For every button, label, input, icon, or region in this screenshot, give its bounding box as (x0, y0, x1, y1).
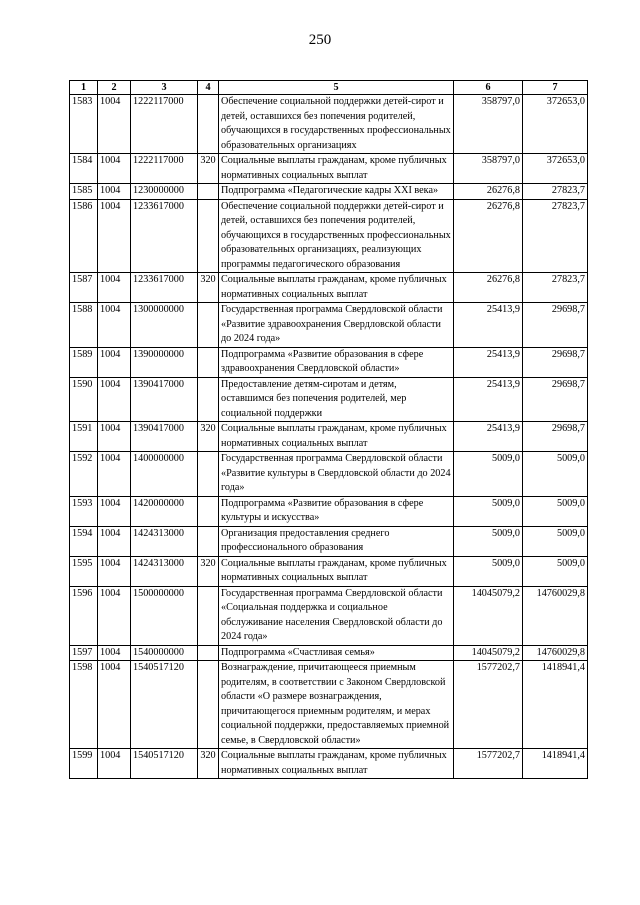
row-number-cell: 1583 (70, 95, 98, 154)
expense-type-cell (198, 452, 219, 497)
item-name-cell: Государственная программа Свердловской области «Социальная поддержка и социальное обслуживание населения Свердловской области до 2024 года» (219, 586, 454, 645)
row-number-cell: 1593 (70, 496, 98, 526)
section-code-cell: 1004 (98, 556, 131, 586)
amount-year2-cell: 372653,0 (523, 95, 588, 154)
table-row (70, 303, 588, 348)
row-number-cell: 1584 (70, 154, 98, 184)
amount-year1-cell: 358797,0 (454, 95, 523, 154)
row-number-cell: 1596 (70, 586, 98, 645)
row-number-cell: 1585 (70, 184, 98, 200)
col-header-1: 1 (70, 81, 98, 95)
table-row (70, 377, 588, 422)
item-name-cell: Социальные выплаты гражданам, кроме публичных нормативных социальных выплат (219, 556, 454, 586)
expense-type-cell (198, 377, 219, 422)
amount-year1-cell: 26276,8 (454, 199, 523, 273)
amount-year1-cell: 14045079,2 (454, 586, 523, 645)
table-row (70, 526, 588, 556)
table-row (70, 422, 588, 452)
amount-year2-cell: 29698,7 (523, 377, 588, 422)
amount-year1-cell: 25413,9 (454, 303, 523, 348)
section-code-cell: 1004 (98, 586, 131, 645)
item-name-cell: Обеспечение социальной поддержки детей-сирот и детей, оставшихся без попечения родителей, обучающихся в государственных профессиональных образовательных организациях, реализующих программы педагогического образования (219, 199, 454, 273)
item-name-cell: Государственная программа Свердловской области «Развитие здравоохранения Свердловской области до 2024 года» (219, 303, 454, 348)
table-row (70, 645, 588, 661)
table-row (70, 184, 588, 200)
amount-year1-cell: 5009,0 (454, 496, 523, 526)
section-code-cell: 1004 (98, 749, 131, 779)
target-article-cell: 1424313000 (131, 556, 198, 586)
amount-year2-cell: 5009,0 (523, 556, 588, 586)
expense-type-cell: 320 (198, 422, 219, 452)
expense-type-cell: 320 (198, 556, 219, 586)
amount-year2-cell: 27823,7 (523, 199, 588, 273)
row-number-cell: 1588 (70, 303, 98, 348)
row-number-cell: 1598 (70, 661, 98, 749)
section-code-cell: 1004 (98, 422, 131, 452)
expense-type-cell (198, 95, 219, 154)
target-article-cell: 1233617000 (131, 199, 198, 273)
col-header-6: 6 (454, 81, 523, 95)
amount-year2-cell: 1418941,4 (523, 661, 588, 749)
section-code-cell: 1004 (98, 347, 131, 377)
amount-year1-cell: 358797,0 (454, 154, 523, 184)
amount-year1-cell: 25413,9 (454, 347, 523, 377)
row-number-cell: 1589 (70, 347, 98, 377)
item-name-cell: Социальные выплаты гражданам, кроме публичных нормативных социальных выплат (219, 273, 454, 303)
amount-year2-cell: 14760029,8 (523, 586, 588, 645)
amount-year2-cell: 372653,0 (523, 154, 588, 184)
row-number-cell: 1586 (70, 199, 98, 273)
amount-year1-cell: 25413,9 (454, 377, 523, 422)
target-article-cell: 1222117000 (131, 154, 198, 184)
row-number-cell: 1592 (70, 452, 98, 497)
table-row (70, 273, 588, 303)
amount-year2-cell: 14760029,8 (523, 645, 588, 661)
target-article-cell: 1390417000 (131, 377, 198, 422)
amount-year2-cell: 5009,0 (523, 452, 588, 497)
row-number-cell: 1587 (70, 273, 98, 303)
target-article-cell: 1540517120 (131, 661, 198, 749)
item-name-cell: Вознаграждение, причитающееся приемным родителям, в соответствии с Законом Свердловской области «О размере вознаграждения, причитающегося приемным родителям, и мерах социальной поддержки, предоставляемых приемной семье, в Свердловской области» (219, 661, 454, 749)
amount-year1-cell: 1577202,7 (454, 661, 523, 749)
row-number-cell: 1595 (70, 556, 98, 586)
amount-year2-cell: 5009,0 (523, 496, 588, 526)
section-code-cell: 1004 (98, 452, 131, 497)
target-article-cell: 1420000000 (131, 496, 198, 526)
amount-year1-cell: 26276,8 (454, 273, 523, 303)
expense-type-cell: 320 (198, 154, 219, 184)
amount-year1-cell: 14045079,2 (454, 645, 523, 661)
row-number-cell: 1591 (70, 422, 98, 452)
target-article-cell: 1424313000 (131, 526, 198, 556)
row-number-cell: 1590 (70, 377, 98, 422)
target-article-cell: 1390417000 (131, 422, 198, 452)
row-number-cell: 1594 (70, 526, 98, 556)
expense-type-cell (198, 645, 219, 661)
table-row (70, 347, 588, 377)
target-article-cell: 1390000000 (131, 347, 198, 377)
target-article-cell: 1540517120 (131, 749, 198, 779)
table-row (70, 749, 588, 779)
section-code-cell: 1004 (98, 184, 131, 200)
section-code-cell: 1004 (98, 526, 131, 556)
target-article-cell: 1230000000 (131, 184, 198, 200)
table-row (70, 661, 588, 749)
item-name-cell: Государственная программа Свердловской области «Развитие культуры в Свердловской области до 2024 года» (219, 452, 454, 497)
expense-type-cell (198, 199, 219, 273)
amount-year1-cell: 5009,0 (454, 556, 523, 586)
table-header-row (70, 81, 588, 95)
amount-year2-cell: 1418941,4 (523, 749, 588, 779)
col-header-4: 4 (198, 81, 219, 95)
amount-year1-cell: 5009,0 (454, 526, 523, 556)
item-name-cell: Организация предоставления среднего профессионального образования (219, 526, 454, 556)
section-code-cell: 1004 (98, 496, 131, 526)
expense-type-cell: 320 (198, 273, 219, 303)
item-name-cell: Подпрограмма «Развитие образования в сфере культуры и искусства» (219, 496, 454, 526)
table-body (70, 95, 588, 779)
col-header-5: 5 (219, 81, 454, 95)
item-name-cell: Социальные выплаты гражданам, кроме публичных нормативных социальных выплат (219, 422, 454, 452)
expense-type-cell (198, 526, 219, 556)
amount-year1-cell: 5009,0 (454, 452, 523, 497)
item-name-cell: Подпрограмма «Педагогические кадры XXI века» (219, 184, 454, 200)
table-row (70, 452, 588, 497)
amount-year1-cell: 25413,9 (454, 422, 523, 452)
table-row (70, 556, 588, 586)
table-row (70, 496, 588, 526)
section-code-cell: 1004 (98, 377, 131, 422)
expense-type-cell (198, 661, 219, 749)
section-code-cell: 1004 (98, 95, 131, 154)
target-article-cell: 1222117000 (131, 95, 198, 154)
target-article-cell: 1500000000 (131, 586, 198, 645)
expense-type-cell: 320 (198, 749, 219, 779)
table-row (70, 199, 588, 273)
section-code-cell: 1004 (98, 273, 131, 303)
section-code-cell: 1004 (98, 154, 131, 184)
target-article-cell: 1233617000 (131, 273, 198, 303)
row-number-cell: 1597 (70, 645, 98, 661)
target-article-cell: 1540000000 (131, 645, 198, 661)
amount-year2-cell: 27823,7 (523, 273, 588, 303)
col-header-2: 2 (98, 81, 131, 95)
page-number: 250 (308, 32, 332, 48)
table-row (70, 154, 588, 184)
amount-year2-cell: 29698,7 (523, 303, 588, 348)
section-code-cell: 1004 (98, 199, 131, 273)
amount-year2-cell: 29698,7 (523, 347, 588, 377)
amount-year1-cell: 1577202,7 (454, 749, 523, 779)
item-name-cell: Социальные выплаты гражданам, кроме публичных нормативных социальных выплат (219, 154, 454, 184)
section-code-cell: 1004 (98, 645, 131, 661)
item-name-cell: Подпрограмма «Счастливая семья» (219, 645, 454, 661)
expense-type-cell (198, 496, 219, 526)
item-name-cell: Социальные выплаты гражданам, кроме публичных нормативных социальных выплат (219, 749, 454, 779)
expense-type-cell (198, 586, 219, 645)
target-article-cell: 1300000000 (131, 303, 198, 348)
amount-year2-cell: 5009,0 (523, 526, 588, 556)
table-row (70, 95, 588, 154)
amount-year1-cell: 26276,8 (454, 184, 523, 200)
expense-type-cell (198, 184, 219, 200)
section-code-cell: 1004 (98, 661, 131, 749)
target-article-cell: 1400000000 (131, 452, 198, 497)
expense-type-cell (198, 303, 219, 348)
col-header-3: 3 (131, 81, 198, 95)
item-name-cell: Обеспечение социальной поддержки детей-сирот и детей, оставшихся без попечения родителей, обучающихся в государственных профессиональных образовательных организациях (219, 95, 454, 154)
row-number-cell: 1599 (70, 749, 98, 779)
budget-table (69, 80, 588, 779)
table-row (70, 586, 588, 645)
col-header-7: 7 (523, 81, 588, 95)
expense-type-cell (198, 347, 219, 377)
amount-year2-cell: 29698,7 (523, 422, 588, 452)
section-code-cell: 1004 (98, 303, 131, 348)
amount-year2-cell: 27823,7 (523, 184, 588, 200)
item-name-cell: Предоставление детям-сиротам и детям, оставшимся без попечения родителей, мер социальной поддержки (219, 377, 454, 422)
item-name-cell: Подпрограмма «Развитие образования в сфере здравоохранения Свердловской области» (219, 347, 454, 377)
